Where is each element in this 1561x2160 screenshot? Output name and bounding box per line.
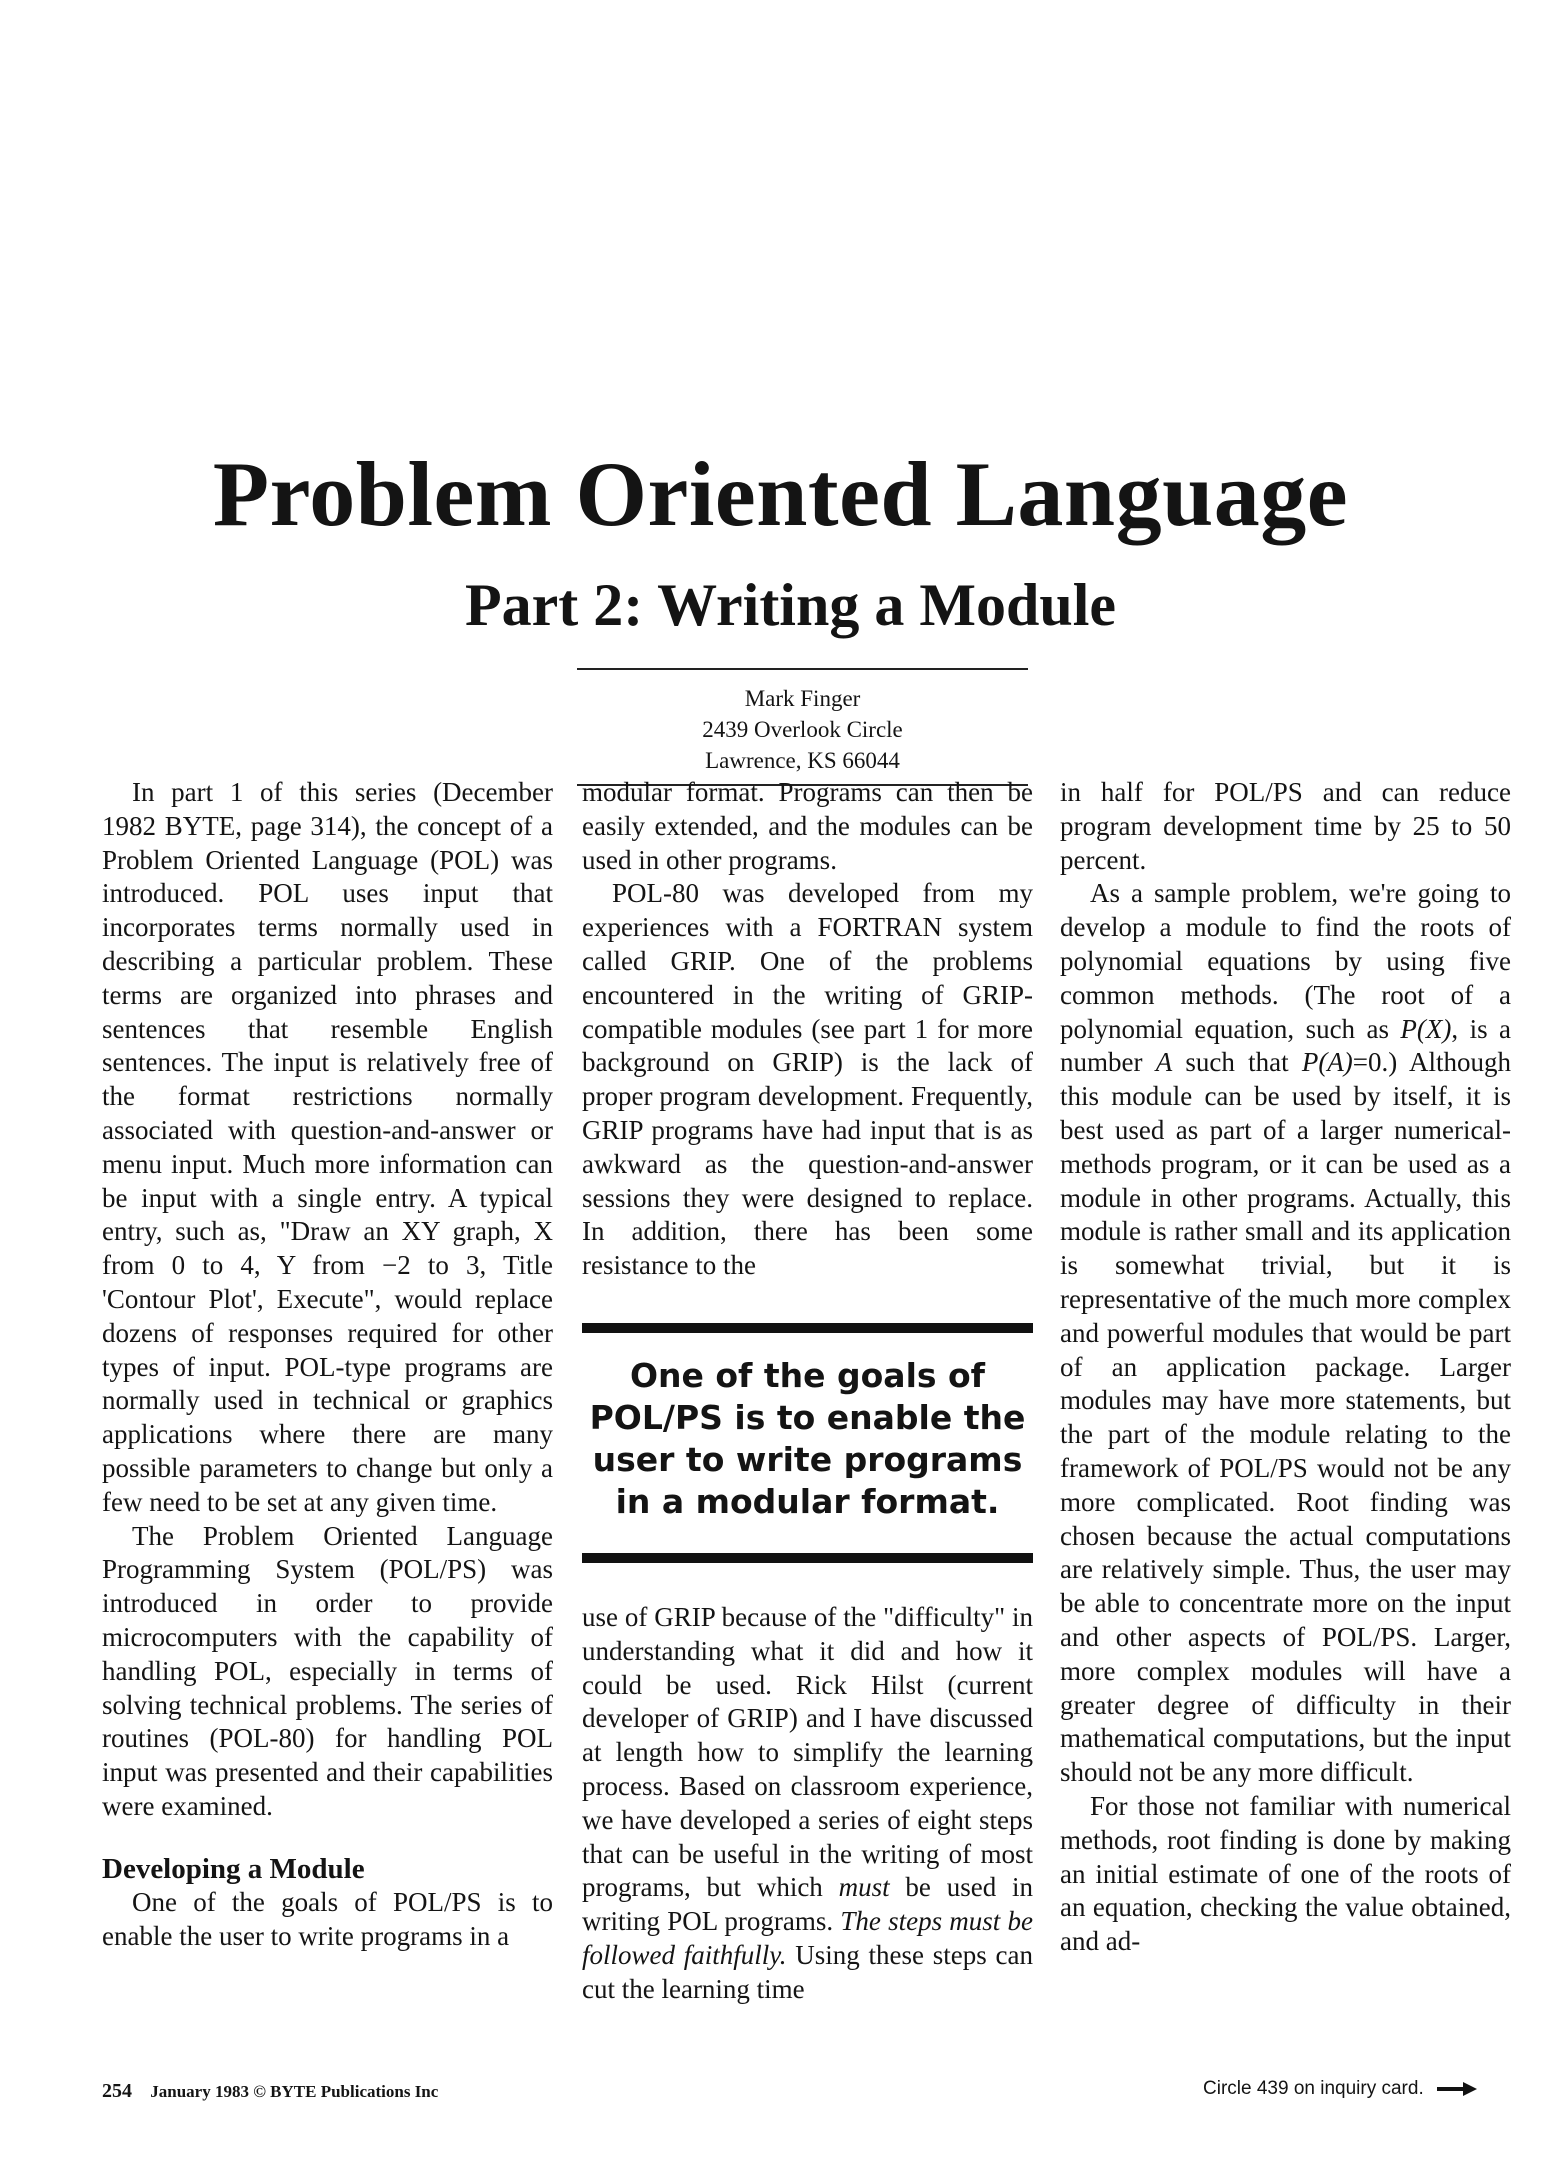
paragraph: POL-80 was developed from my experiences with a FORTRAN system called GRIP. One of the problems encountered in the writing of GRIP-compatible modules (see part 1 for more background on GRIP) is the lack of proper program development. Frequently, GRIP programs have had input that is as awkward as the question-and-answer sessions they were designed to replace. In addition, there has been some resistance to the bbox=[582, 878, 1033, 1281]
text-run: such that bbox=[1172, 1047, 1302, 1078]
emphasis-text: must bbox=[838, 1872, 890, 1903]
text-run: , is a number bbox=[1060, 1013, 1511, 1078]
author-byline bbox=[577, 668, 1028, 786]
text-run: As a sample problem, we're going to develop a module to find the roots of polynomial equations by using five common methods. (The root of a polynomial equation, such as bbox=[1060, 878, 1511, 1044]
text-run: =0.) Although this module can be used by itself, it is best used as part of a larger numerical-methods program, or it can be used as a module in other programs. Actually, this module is rather small and its application is somewhat trivial, but it is representative of the much more complex and powerful modules that would be part of an application package. Larger modules may have more statements, but the part of the module relating to the framework of POL/PS would not be any more complicated. Root finding was chosen because the actual computations are relatively simple. Thus, the user may be able to concentrate more on the input and other aspects of POL/PS. Larger, more complex modules will have a greater degree of difficulty in their mathematical computations, but the input should not be any more difficult. bbox=[1060, 1047, 1511, 1788]
column-3 bbox=[1060, 776, 1511, 1959]
pull-quote: One of the goals of POL/PS is to enable the user to write programs in a modular format. bbox=[582, 1323, 1033, 1563]
text-run: be used in writing POL programs. bbox=[582, 1872, 1033, 1937]
paragraph: For those not familiar with numerical methods, root finding is done by making an initial estimate of one of the roots of an equation, checking the value obtained, and ad- bbox=[1060, 1790, 1511, 1957]
author-name: Mark Finger bbox=[744, 686, 861, 711]
column-1 bbox=[102, 776, 553, 1953]
inquiry-text: Circle 439 on inquiry card. bbox=[1203, 2078, 1424, 2099]
paragraph: In part 1 of this series (December 1982 BYTE, page 314), the concept of a Problem Oriented Language (POL) was introduced. POL uses input that incorporates terms normally used in describing a particular problem. These terms are organized into phrases and sentences that resemble English sentences. The input is relatively free of the format restrictions normally associated with question-and-answer or menu input. Much more information can be input with a single entry. A typical entry, such as, "Draw an XY graph, X from 0 to 4, Y from −2 to 3, Title 'Contour Plot', Execute", would replace dozens of responses required for other types of input. POL-type programs are normally used in technical or graphics applications where there are many possible parameters to change but only a few need to be set at any given time. bbox=[102, 777, 553, 1517]
arrow-right-icon bbox=[1437, 2081, 1477, 2097]
emphasis-text: A bbox=[1155, 1047, 1173, 1078]
page-number: 254 bbox=[102, 2080, 132, 2102]
paragraph bbox=[582, 1601, 1033, 2007]
paragraph: One of the goals of POL/PS is to enable the user to write programs in a bbox=[102, 1886, 553, 1951]
publication-line: January 1983 © BYTE Publications Inc bbox=[150, 2082, 439, 2101]
emphasis-text: The steps must be followed faithfully. bbox=[582, 1906, 1033, 1970]
emphasis-text: P(X) bbox=[1400, 1013, 1452, 1044]
section-heading: Developing a Module bbox=[102, 1852, 365, 1885]
author-address-street: 2439 Overlook Circle bbox=[702, 717, 903, 742]
emphasis-text: P(A) bbox=[1301, 1047, 1353, 1078]
article-title: Problem Oriented Language bbox=[212, 443, 1349, 545]
page-footer bbox=[102, 2080, 438, 2103]
inquiry-note bbox=[1203, 2078, 1477, 2100]
paragraph: modular format. Programs can then be easily extended, and the modules can be used in other programs. bbox=[582, 777, 1033, 875]
article-subtitle: Part 2: Writing a Module bbox=[464, 572, 1117, 638]
column-2 bbox=[582, 776, 1033, 2007]
author-address-city: Lawrence, KS 66044 bbox=[705, 748, 900, 773]
paragraph: in half for POL/PS and can reduce program development time by 25 to 50 percent. bbox=[1060, 777, 1511, 875]
paragraph bbox=[1060, 877, 1511, 1790]
paragraph: The Problem Oriented Language Programming System (POL/PS) was introduced in order to provide microcomputers with the capability of handling POL, especially in terms of solving technical problems. The series of routines (POL-80) for handling POL input was presented and their capabilities were examined. bbox=[102, 1520, 553, 1821]
text-run: use of GRIP because of the "difficulty" in understanding what it did and how it could be used. Rick Hilst (current developer of GRIP) and I have discussed at length how to simplify the learning process. Based on classroom experience, we have developed a series of eight steps that can be useful in the writing of most programs, but which bbox=[582, 1601, 1033, 1903]
text-run: Using these steps can cut the learning time bbox=[582, 1939, 1034, 2004]
